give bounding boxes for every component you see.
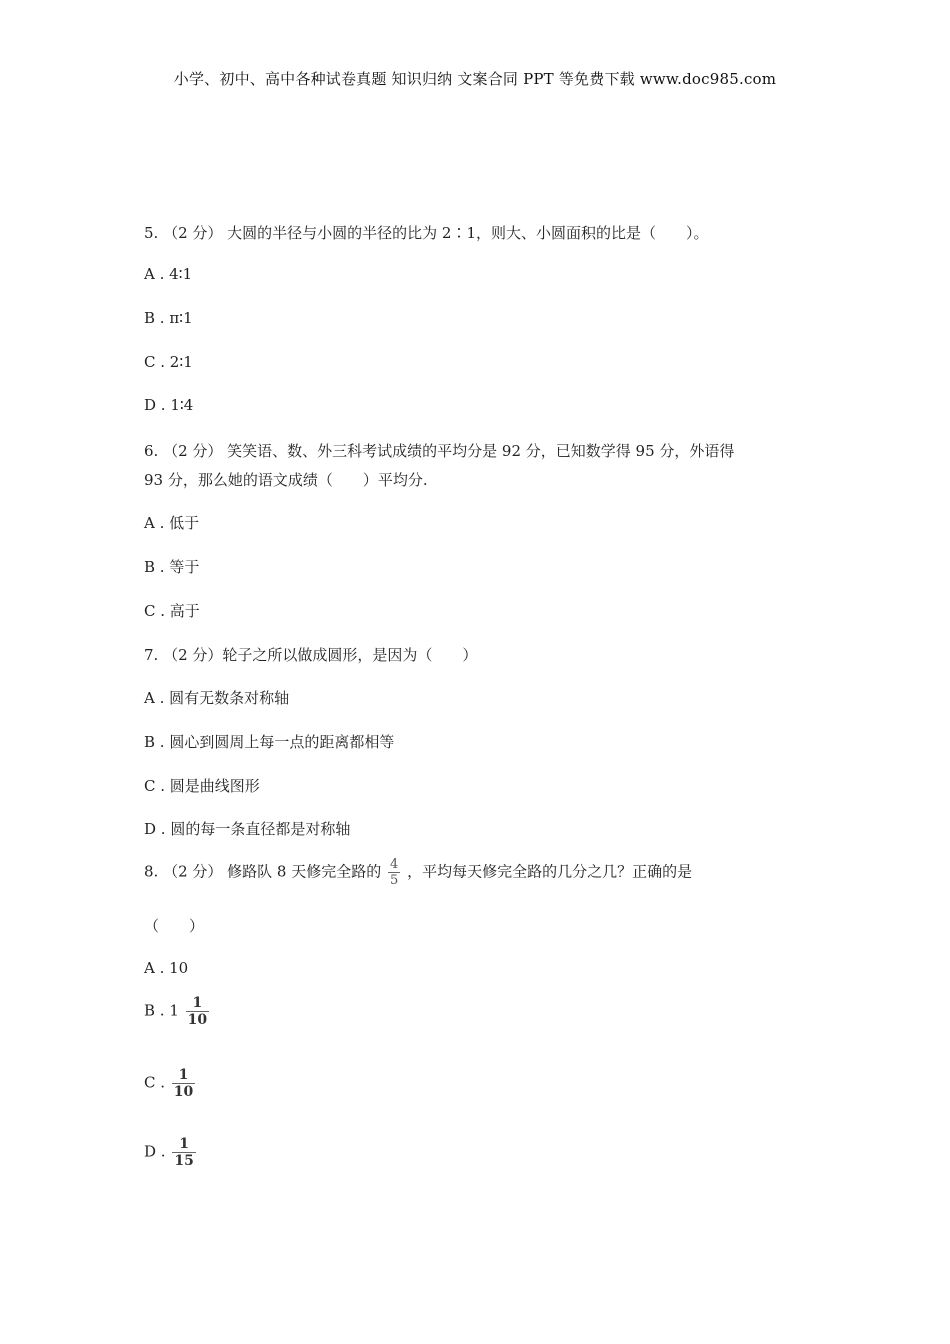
- option-label: B . 1: [144, 1001, 179, 1020]
- question-5-option-a[interactable]: A . 4∶1: [144, 265, 193, 283]
- fraction-numerator: 1: [178, 1067, 189, 1083]
- question-8-stem-line2: （ ）: [144, 917, 205, 935]
- question-8-stem-fraction: [388, 858, 400, 887]
- fraction-numerator: 1: [192, 995, 203, 1011]
- question-6-stem-line2: 93 分，那么她的语文成绩（ ）平均分.: [144, 471, 428, 489]
- question-6-option-b[interactable]: B . 等于: [144, 558, 200, 576]
- page-header: 小学、初中、高中各种试卷真题 知识归纳 文案合同 PPT 等免费下载 www.doc985.com: [173, 70, 777, 88]
- fraction-denominator: 10: [187, 1012, 208, 1028]
- fraction-denominator: 5: [390, 873, 399, 888]
- question-6-option-a[interactable]: A . 低于: [144, 514, 200, 532]
- option-label: D .: [144, 1142, 166, 1161]
- question-7-option-d[interactable]: D . 圆的每一条直径都是对称轴: [144, 820, 351, 838]
- fraction-denominator: 10: [173, 1084, 194, 1100]
- question-7-option-b[interactable]: B . 圆心到圆周上每一点的距离都相等: [144, 733, 395, 751]
- question-8-option-c[interactable]: [144, 1068, 197, 1099]
- question-6-stem-line1: 6. （2 分） 笑笑语、数、外三科考试成绩的平均分是 92 分，已知数学得 95 分，外语得: [144, 442, 735, 460]
- fraction-numerator: 4: [390, 857, 399, 872]
- question-8-stem-line1: [144, 858, 692, 887]
- question-8-option-a[interactable]: [144, 959, 188, 977]
- option-fraction: [172, 1137, 195, 1168]
- option-fraction: [172, 1068, 195, 1099]
- option-fraction: [186, 996, 209, 1027]
- option-label: C .: [144, 1073, 166, 1092]
- question-7-option-a[interactable]: A . 圆有无数条对称轴: [144, 689, 290, 707]
- fraction-numerator: 1: [179, 1136, 189, 1152]
- question-5-option-b[interactable]: B . π∶1: [144, 309, 193, 327]
- question-5-option-d[interactable]: D . 1∶4: [144, 396, 194, 414]
- question-8-option-b[interactable]: [144, 996, 211, 1027]
- question-6-option-c[interactable]: C . 高于: [144, 602, 200, 620]
- question-8-option-d[interactable]: [144, 1137, 198, 1168]
- question-5-stem: 5. （2 分） 大圆的半径与小圆的半径的比为 2∶1，则大、小圆面积的比是（ ）。: [144, 224, 709, 242]
- option-label: A . 10: [144, 959, 189, 977]
- question-7-option-c[interactable]: C . 圆是曲线图形: [144, 777, 260, 795]
- question-8-stem-before: 8. （2 分） 修路队 8 天修完全路的: [144, 862, 382, 881]
- question-7-stem: 7. （2 分）轮子之所以做成圆形，是因为（ ）: [144, 646, 478, 664]
- question-8-stem-after: ，平均每天修完全路的几分之几？正确的是: [407, 862, 693, 881]
- question-5-option-c[interactable]: C . 2∶1: [144, 353, 193, 371]
- fraction-denominator: 15: [174, 1153, 194, 1169]
